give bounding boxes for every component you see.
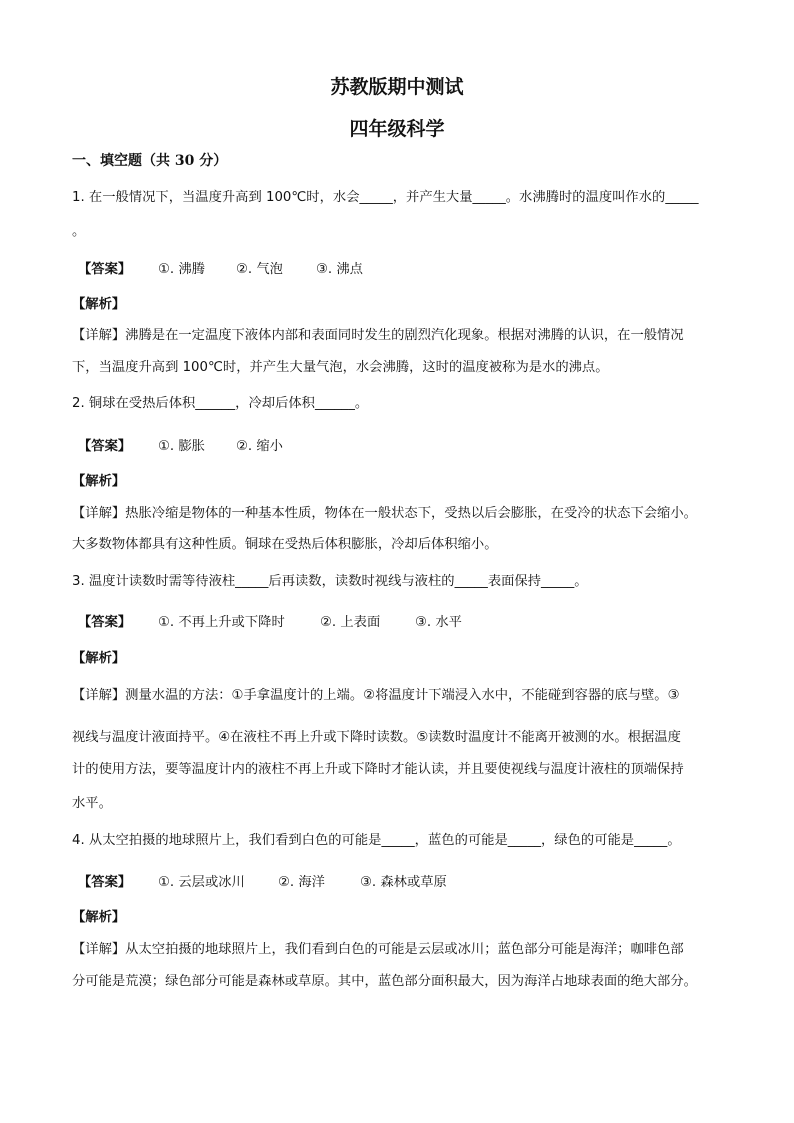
answer-item: ②. 海洋: [278, 875, 325, 890]
detail-line: 下，当温度升高到 100℃时，并产生大量气泡，水会沸腾，这时的温度被称为是水的沸点。: [72, 360, 609, 375]
detail-line: 【详解】沸腾是在一定温度下液体内部和表面同时发生的剧烈汽化现象。根据对沸腾的认识，在一般情况: [72, 328, 684, 343]
answer-label: 【答案】: [78, 262, 132, 277]
detail-line: 【详解】热胀冷缩是物体的一种基本性质，物体在一般状态下，受热以后会膨胀，在受冷的状态下会缩小。: [72, 506, 697, 521]
document-subtitle: 四年级科学: [349, 118, 445, 140]
detail-line: 分可能是荒漠；绿色部分可能是森林或草原。其中，蓝色部分面积最大，因为海洋占地球表面的绝大部分。: [72, 974, 697, 989]
detail-line: 计的使用方法，要等温度计内的液柱不再上升或下降时才能认读，并且要使视线与温度计液柱的顶端保持: [72, 762, 684, 777]
analysis-label: 【解析】: [72, 651, 126, 666]
question-3-text: 3. 温度计读数时需等待液柱_____后再读数，读数时视线与液柱的_____表面保持_____。: [72, 574, 588, 589]
answer-item: ②. 气泡: [236, 262, 283, 277]
detail-line: 【详解】从太空拍摄的地球照片上，我们看到白色的可能是云层或冰川；蓝色部分可能是海洋；咖啡色部: [72, 942, 684, 957]
detail-line: 视线与温度计液面持平。④在液柱不再上升或下降时读数。⑤读数时温度计不能离开被测的水。根据温度: [72, 730, 681, 745]
answer-item: ①. 沸腾: [158, 262, 205, 277]
answer-item: ①. 云层或冰川: [158, 875, 245, 890]
analysis-label: 【解析】: [72, 910, 126, 925]
answer-item: ②. 缩小: [236, 439, 283, 454]
detail-line: 大多数物体都具有这种性质。铜球在受热后体积膨胀，冷却后体积缩小。: [72, 537, 498, 552]
answer-label: 【答案】: [78, 615, 132, 630]
answer-item: ①. 不再上升或下降时: [158, 615, 285, 630]
answer-item: ②. 上表面: [320, 615, 381, 630]
answer-item: ③. 水平: [415, 615, 462, 630]
document-title: 苏教版期中测试: [330, 76, 464, 98]
question-1-text: 1. 在一般情况下，当温度升高到 100℃时，水会_____，并产生大量_____。水沸腾时的温度叫作水的_____: [72, 190, 699, 205]
section-heading: 一、填空题（共 30 分）: [72, 153, 228, 169]
analysis-label: 【解析】: [72, 297, 126, 312]
analysis-label: 【解析】: [72, 474, 126, 489]
answer-item: ③. 森林或草原: [360, 875, 447, 890]
question-2-text: 2. 铜球在受热后体积______，冷却后体积______。: [72, 396, 369, 411]
question-4-text: 4. 从太空拍摄的地球照片上，我们看到白色的可能是_____，蓝色的可能是_____，绿色的可能是_____。: [72, 833, 681, 848]
question-1-text-cont: 。: [72, 224, 86, 239]
answer-label: 【答案】: [78, 875, 132, 890]
answer-item: ③. 沸点: [316, 262, 363, 277]
detail-line: 【详解】测量水温的方法：①手拿温度计的上端。②将温度计下端浸入水中，不能碰到容器的底与壁。③: [72, 688, 680, 703]
detail-line: 水平。: [72, 796, 112, 811]
answer-label: 【答案】: [78, 439, 132, 454]
answer-item: ①. 膨胀: [158, 439, 205, 454]
